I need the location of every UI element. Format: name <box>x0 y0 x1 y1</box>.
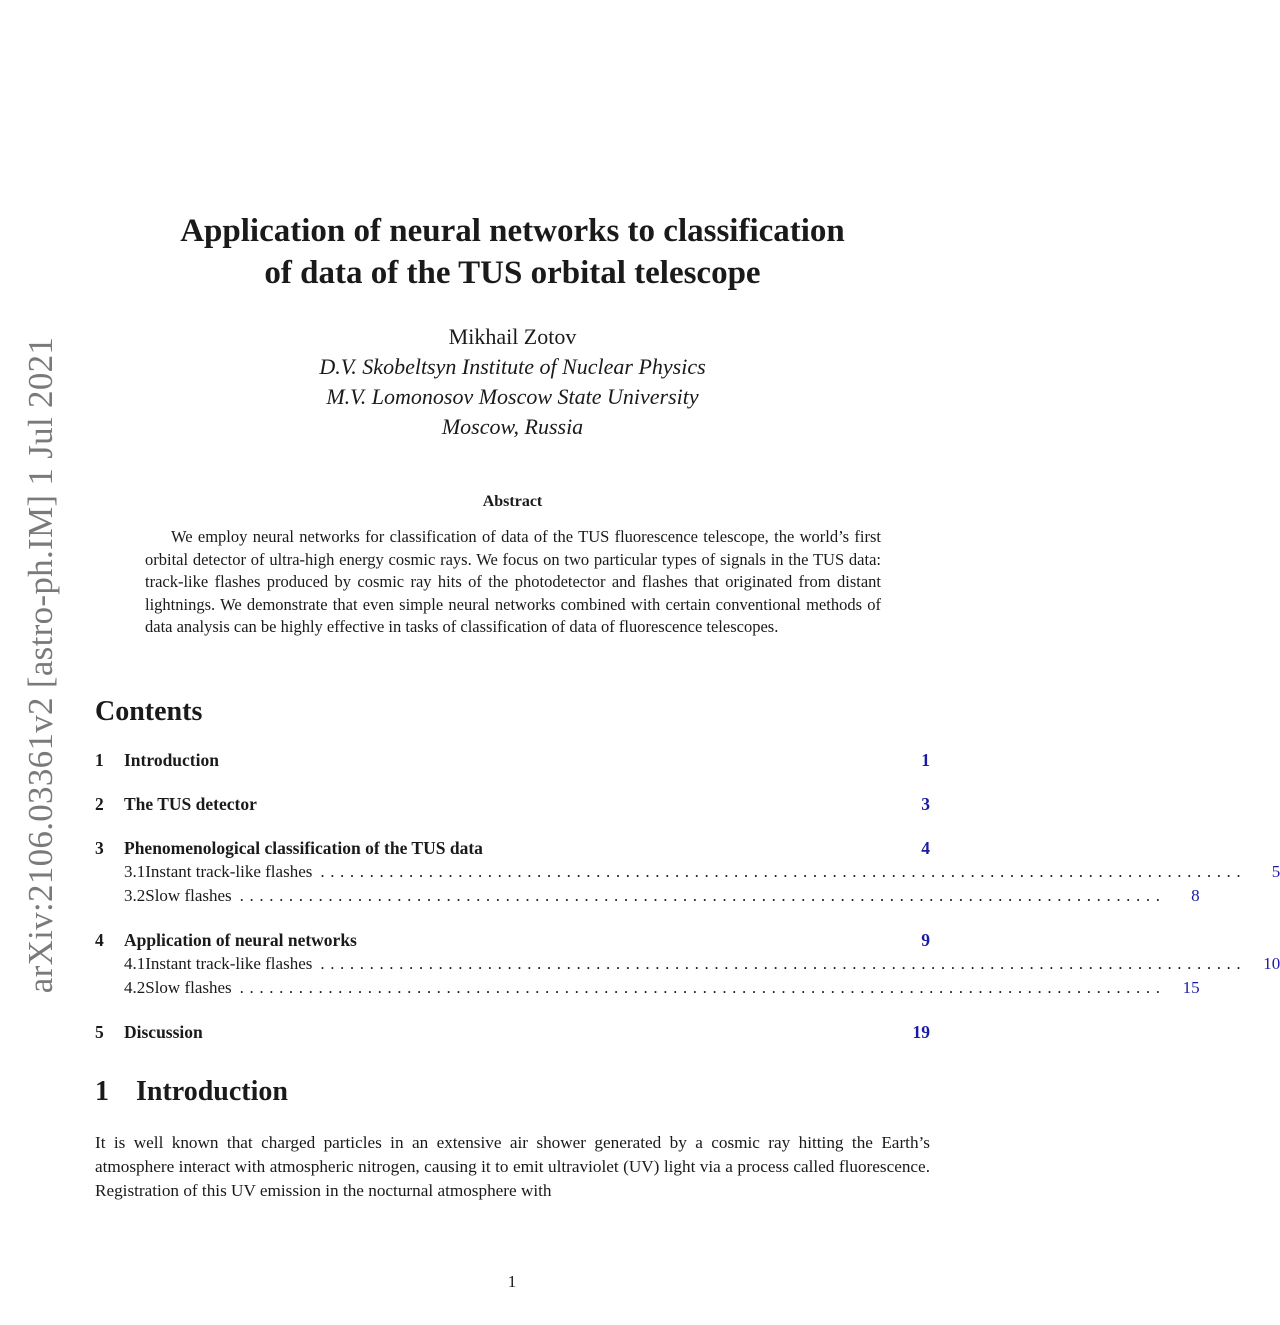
toc-page-link[interactable]: 3 <box>921 794 930 814</box>
affiliation-institute: D.V. Skobeltsyn Institute of Nuclear Physics <box>319 354 706 379</box>
abstract-text: We employ neural networks for classification of data of the TUS fluorescence telescope, the world’s first orbital detector of ultra-high energy cosmic rays. We focus on two particular types of signals in the TUS data: track-like flashes produced by cosmic ray hits of the photodetector and flashes that originated from distant lightnings. We demonstrate that even simple neural networks combined with certain conventional methods of data analysis can be highly effective in tasks of classification of data of fluorescence telescopes. <box>145 527 881 637</box>
toc-section-label: Phenomenological classification of the TUS data <box>124 838 483 858</box>
toc-page-link[interactable]: 4 <box>921 838 930 858</box>
abstract-heading: Abstract <box>482 493 543 510</box>
toc-section-3[interactable] <box>95 836 930 860</box>
toc-subsection-4-1[interactable] <box>95 952 1280 976</box>
affiliation-university: M.V. Lomonosov Moscow State University <box>326 384 699 409</box>
toc-subsection-number: 3.1 <box>124 862 146 881</box>
table-of-contents <box>95 748 1280 1044</box>
toc-page-link[interactable]: 5 <box>1271 862 1280 881</box>
toc-page-link[interactable]: 15 <box>1182 978 1200 997</box>
toc-dot-leader: .............................................................................................. <box>320 954 1247 973</box>
paper-title-line-1: Application of neural networks to classification <box>180 213 845 249</box>
toc-subsection-3-1[interactable] <box>95 860 1280 884</box>
toc-subsection-number: 4.1 <box>124 954 146 973</box>
toc-subsection-3-2[interactable] <box>95 884 1200 908</box>
toc-subsection-4-2[interactable] <box>95 976 1200 1000</box>
arxiv-stamp: arXiv:2106.03361v2 [astro-ph.IM] 1 Jul 2021 <box>21 336 60 994</box>
toc-page-link[interactable]: 1 <box>921 750 930 770</box>
toc-page-link[interactable]: 9 <box>921 930 930 950</box>
introduction-paragraph: It is well known that charged particles in an extensive air shower generated by a cosmic ray hitting the Earth’s atmosphere interact with atmospheric nitrogen, causing it to emit ultraviolet (UV) light via a process called fluorescence. Registration of this UV emission in the nocturnal atmosphere with <box>95 1133 930 1201</box>
author-name: Mikhail Zotov <box>448 324 577 349</box>
toc-page-link[interactable]: 10 <box>1263 954 1280 973</box>
toc-subsection-label: Slow flashes <box>145 978 232 997</box>
paper-title-line-2: of data of the TUS orbital telescope <box>264 255 761 291</box>
toc-section-label: The TUS detector <box>124 794 257 814</box>
toc-section-number: 5 <box>95 1022 104 1042</box>
paper-title <box>95 210 930 294</box>
toc-page-link[interactable]: 19 <box>912 1022 930 1042</box>
toc-page-link[interactable]: 8 <box>1191 886 1200 905</box>
toc-section-1[interactable] <box>95 748 930 772</box>
affiliation-location: Moscow, Russia <box>441 414 584 439</box>
toc-section-number: 4 <box>95 930 104 950</box>
page-number: 1 <box>507 1272 517 1291</box>
section-number: 1 <box>95 1076 109 1107</box>
section-heading-introduction <box>95 1076 288 1108</box>
toc-section-label: Discussion <box>124 1022 203 1042</box>
contents-heading: Contents <box>95 696 203 727</box>
toc-section-label: Introduction <box>124 750 219 770</box>
toc-subsection-number: 3.2 <box>124 886 146 905</box>
toc-section-4[interactable] <box>95 928 930 952</box>
toc-dot-leader: .............................................................................................. <box>239 978 1166 997</box>
toc-section-number: 2 <box>95 794 104 814</box>
toc-dot-leader: .............................................................................................. <box>239 886 1166 905</box>
toc-section-label: Application of neural networks <box>124 930 357 950</box>
toc-section-2[interactable] <box>95 792 930 816</box>
toc-section-5[interactable] <box>95 1020 930 1044</box>
author-block <box>95 322 930 442</box>
toc-section-number: 3 <box>95 838 104 858</box>
section-title: Introduction <box>136 1076 288 1107</box>
toc-subsection-label: Instant track-like flashes <box>145 862 313 881</box>
toc-subsection-number: 4.2 <box>124 978 146 997</box>
toc-subsection-label: Slow flashes <box>145 886 232 905</box>
toc-section-number: 1 <box>95 750 104 770</box>
toc-dot-leader: .............................................................................................. <box>320 862 1247 881</box>
toc-subsection-label: Instant track-like flashes <box>145 954 313 973</box>
